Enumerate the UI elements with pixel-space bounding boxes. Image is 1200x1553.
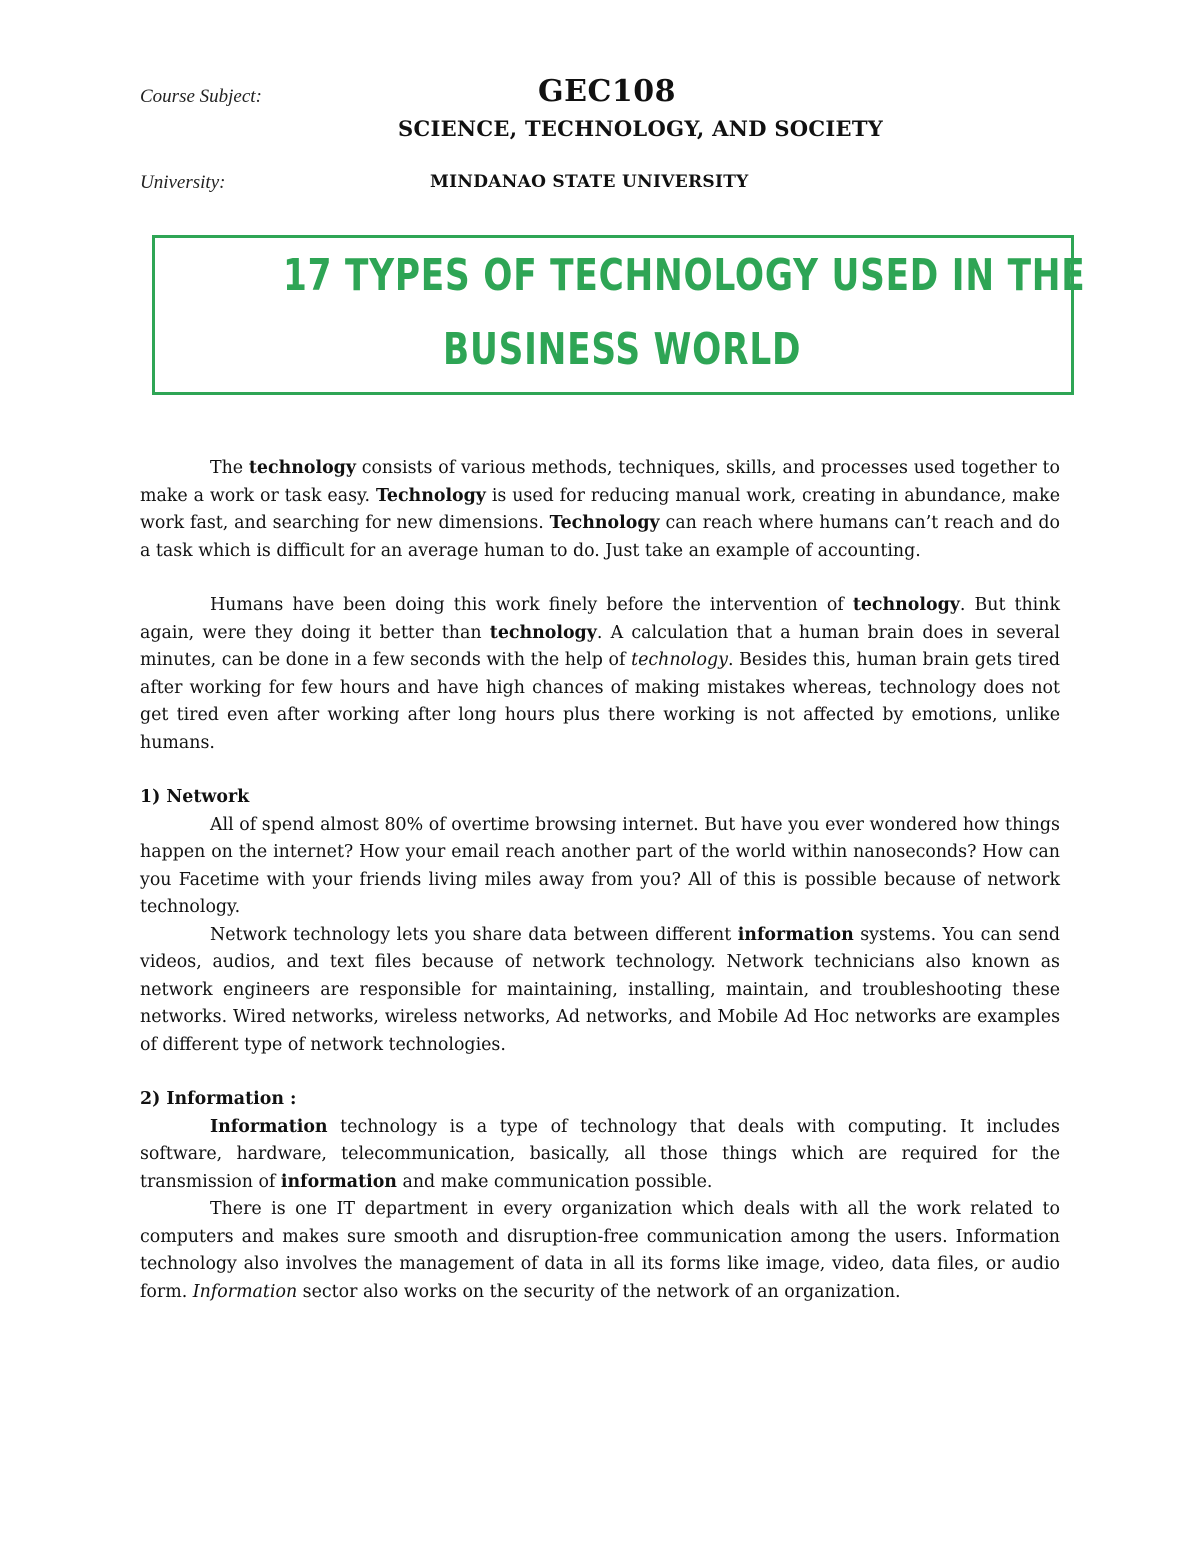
- network-paragraph-1: All of spend almost 80% of overtime browsing internet. But have you ever wondered how things happen on the internet? How your email reach another part of the world within nanoseconds? How can you Facetime with your friends living miles away from you? All of this is possible because of network technology.: [140, 814, 1060, 917]
- course-subject-label: Course Subject:: [140, 86, 262, 107]
- intro-paragraph-2: Humans have been doing this work finely before the intervention of technology. But think again, were they doing it better than technology. A calculation that a human brain does in several minutes, can be done in a few seconds with the help of technology. Besides this, human brain gets tired after working for few hours and have high chances of making mistakes whereas, technology does not get tired even after working after long hours plus there working is not affected by emotions, unlike humans.: [140, 595, 1060, 753]
- intro-paragraph-1: The technology consists of various methods, techniques, skills, and processes used together to make a work or task easy. Technology is used for reducing manual work, creating in abundance, make work fast, and searching for new dimensions. Technology can reach where humans can’t reach and do a task which is difficult for an average human to do. Just take an example of accounting.: [140, 458, 1061, 561]
- information-paragraph-2: There is one IT department in every organization which deals with all the work related to computers and makes sure smooth and disruption-free communication among the users. Information technology also involves the management of data in all its forms like image, video, data files, or audio form. Information sector also works on the security of the network of an organization.: [140, 1199, 1060, 1302]
- document-body: [140, 455, 1060, 1306]
- information-paragraph-1: Information technology is a type of technology that deals with computing. It includes software, hardware, telecommunication, basically, all those things which are required for the transmission of information and make communication possible.: [140, 1116, 1060, 1192]
- title-box: [152, 235, 1086, 395]
- university-label: University:: [140, 172, 226, 193]
- document-title-line-2: BUSINESS WORLD: [443, 324, 802, 375]
- network-paragraph-2: Network technology lets you share data between different information systems. You can send videos, audios, and text files because of network technology. Network technicians also known as network engineers are responsible for maintaining, installing, maintain, and troubleshooting these networks. Wired networks, wireless networks, Ad networks, and Mobile Ad Hoc networks are examples of different type of network technologies.: [140, 924, 1060, 1055]
- university-name: MINDANAO STATE UNIVERSITY: [430, 172, 749, 192]
- section-heading-network: 1) Network: [140, 787, 250, 807]
- section-heading-information: 2) Information :: [140, 1089, 297, 1109]
- course-title: SCIENCE, TECHNOLOGY, AND SOCIETY: [398, 116, 884, 141]
- course-code: GEC108: [538, 74, 676, 109]
- document-title-line-1: 17 TYPES OF TECHNOLOGY USED IN THE: [283, 250, 1086, 301]
